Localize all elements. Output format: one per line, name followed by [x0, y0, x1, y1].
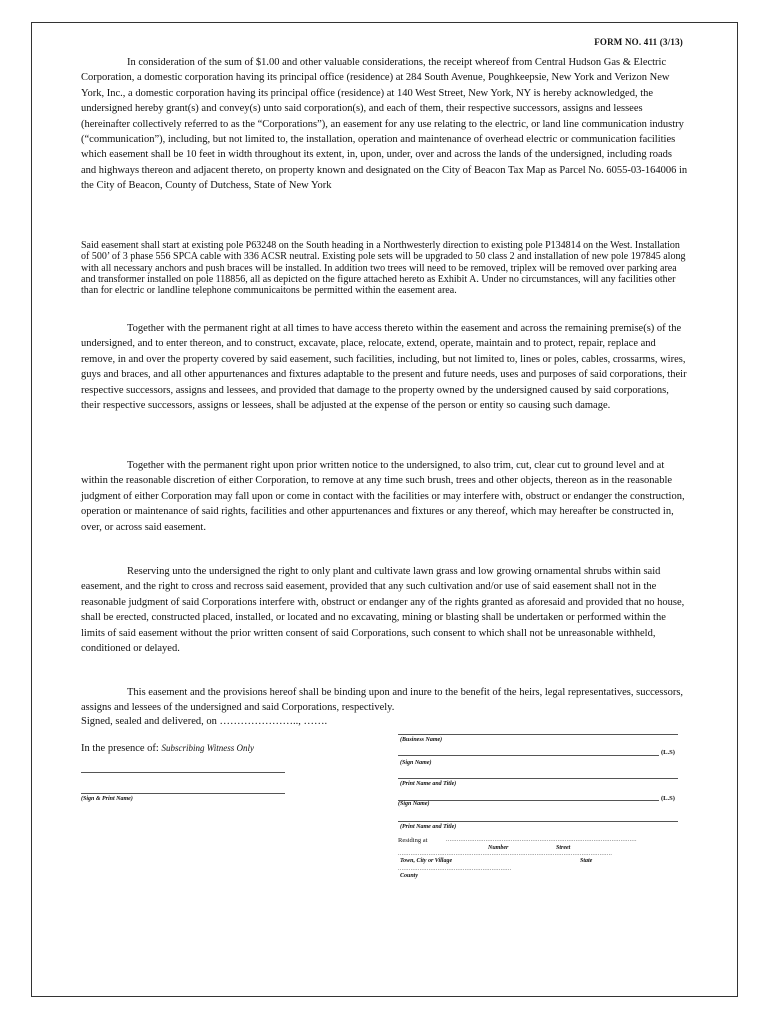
access-right-paragraph: Together with the permanent right at all times to have access thereto within the easement and across the remaining premise(s) of the undersigned, and to enter thereon, and to construct, excavate, place, relocate, extend, operate, maintain and to protect, repair, replace and remove, in and over the property covered by said easement, such facilities, including, but not limited to, lines or poles, cables, crossarms, wires, guys and braces, and all other appurtenances and fixtures adaptable to the present and future needs, uses and purposes of said corporations, their respective successors, assigns and lessees, and provided that damage to the property owned by the undersigned caused by said corporations, their respective successors, assigns or lessees, shall be adjusted at the expense of the person or entity so causing such damage. — [81, 323, 687, 412]
residing-address-dots[interactable]: .......................................................................................................... — [446, 837, 637, 843]
sign-name-line-2[interactable] — [398, 800, 659, 801]
witness-presence-label — [81, 743, 254, 754]
business-name-caption: (Business Name) — [400, 737, 443, 743]
trim-right-paragraph: Together with the permanent right upon prior written notice to the undersigned, to also trim, cut, clear cut to ground level and at within the reasonable discretion of either Corporation, to remove at any time such brush, trees and other objects, thereon as in the reasonable judgment of either Corporation may fall upon or come in contact with the facilities or may interfere with, obstruct or endanger the construction, operation or maintenance of said rights, facilities and other appurtenances and fixtures or any thereof, which may hereafter be constructed in, over, or across said easement. — [81, 460, 685, 533]
ls-mark-2: (L.S) — [661, 795, 675, 802]
signed-sealed-delivered-line: Signed, sealed and delivered, on ………………….., ……. — [81, 716, 328, 727]
street-caption: Street — [556, 845, 571, 851]
state-caption: State — [580, 858, 593, 864]
subscribing-witness-label: Subscribing Witness Only — [161, 743, 254, 753]
county-dots[interactable]: ............................................................... — [398, 866, 512, 872]
print-name-title-line-1[interactable] — [398, 778, 678, 779]
sign-name-caption-1: (Sign Name) — [400, 760, 432, 766]
binding-paragraph: This easement and the provisions hereof shall be binding upon and inure to the benefit of the heirs, legal representatives, successors, assigns and lessees of the undersigned and said Corporations, respectively. — [81, 687, 684, 714]
print-name-title-caption-2: (Print Name and Title) — [400, 824, 457, 830]
presence-label: In the presence of: — [81, 743, 159, 754]
print-name-title-line-2[interactable] — [398, 821, 678, 822]
number-caption: Number — [488, 845, 509, 851]
witness-signature-line-2[interactable] — [81, 793, 285, 794]
residing-at-label: Residing at — [398, 837, 428, 844]
print-name-title-caption-1: (Print Name and Title) — [400, 781, 457, 787]
consideration-paragraph: In consideration of the sum of $1.00 and other valuable considerations, the receipt whereof from Central Hudson Gas & Electric Corporation, a domestic corporation having its principal office (residence) at 284 South Avenue, Poughkeepsie, New York and Verizon New York, Inc., a domestic corporation having its principal office (residence) at 140 West Street, New York, NY is hereby acknowledged, the undersigned hereby grant(s) and convey(s) unto said corporation(s), and each of them, their respective successors, assigns and lessees (hereinafter collectively referred to as the “Corporations”), an easement for any use relating to the electric, or land line communication industry (“communication”), including, but not limited to, the installation, operation and maintenance of overhead electric or communication facilities which easement shall be 10 feet in width throughout its extent, in, upon, under, over and across the lands of the undersigned, including roads and highways thereon and adjacent thereto, on property known and designated on the City of Beacon Tax Map as Parcel No. 6055-03-164006 in the City of Beacon, County of Dutchess, State of New York — [81, 57, 688, 192]
easement-description-paragraph: Said easement shall start at existing pole P63248 on the South heading in a Northwesterly direction to existing pole P134814 on the West. Installation of 500’ of 3 phase 556 SPCA cable with 336 ACSR neutral. Existing pole sets will be upgraded to 50 class 2 and installation of new pole 197845 along with all necessary anchors and push braces will be installed. In addition two trees will need to be removed, triplex will be removed over parking area and transformer installed on pole 118856, all as depicted on the figure attached hereto as Exhibit A. Under no circumstances, will any facilities other than for electric or landline telephone communicaitons be permitted within the easement area. — [81, 240, 686, 297]
town-state-dots[interactable]: ....................................................................................................................... — [398, 851, 613, 857]
form-number: FORM NO. 411 (3/13) — [594, 37, 683, 47]
sign-name-caption-2: (Sign Name) — [398, 801, 430, 807]
county-caption: County — [400, 873, 419, 879]
sign-name-line-1[interactable] — [398, 755, 659, 756]
witness-sign-print-caption: (Sign & Print Name) — [81, 796, 133, 802]
town-city-village-caption: Town, City or Village — [400, 858, 453, 864]
business-name-line[interactable] — [398, 734, 678, 735]
reserving-paragraph: Reserving unto the undersigned the right to only plant and cultivate lawn grass and low growing ornamental shrubs within said easement, and the right to cross and recross said easement, provided that any such cultivation and/or use of said easement shall not in the reasonable judgment of said Corporations interfere with, obstruct or endanger any of the rights granted as aforesaid and provided that no house, shall be erected, constructed placed, installed, or located and no excavating, mining or blasting shall be undertaken or performed within the limits of said easement without the prior written consent of said Corporations, such consent to which shall not be unreasonable withheld, conditioned or delayed. — [81, 566, 685, 655]
witness-signature-line-1[interactable] — [81, 772, 285, 773]
ls-mark-1: (L.S) — [661, 749, 675, 756]
